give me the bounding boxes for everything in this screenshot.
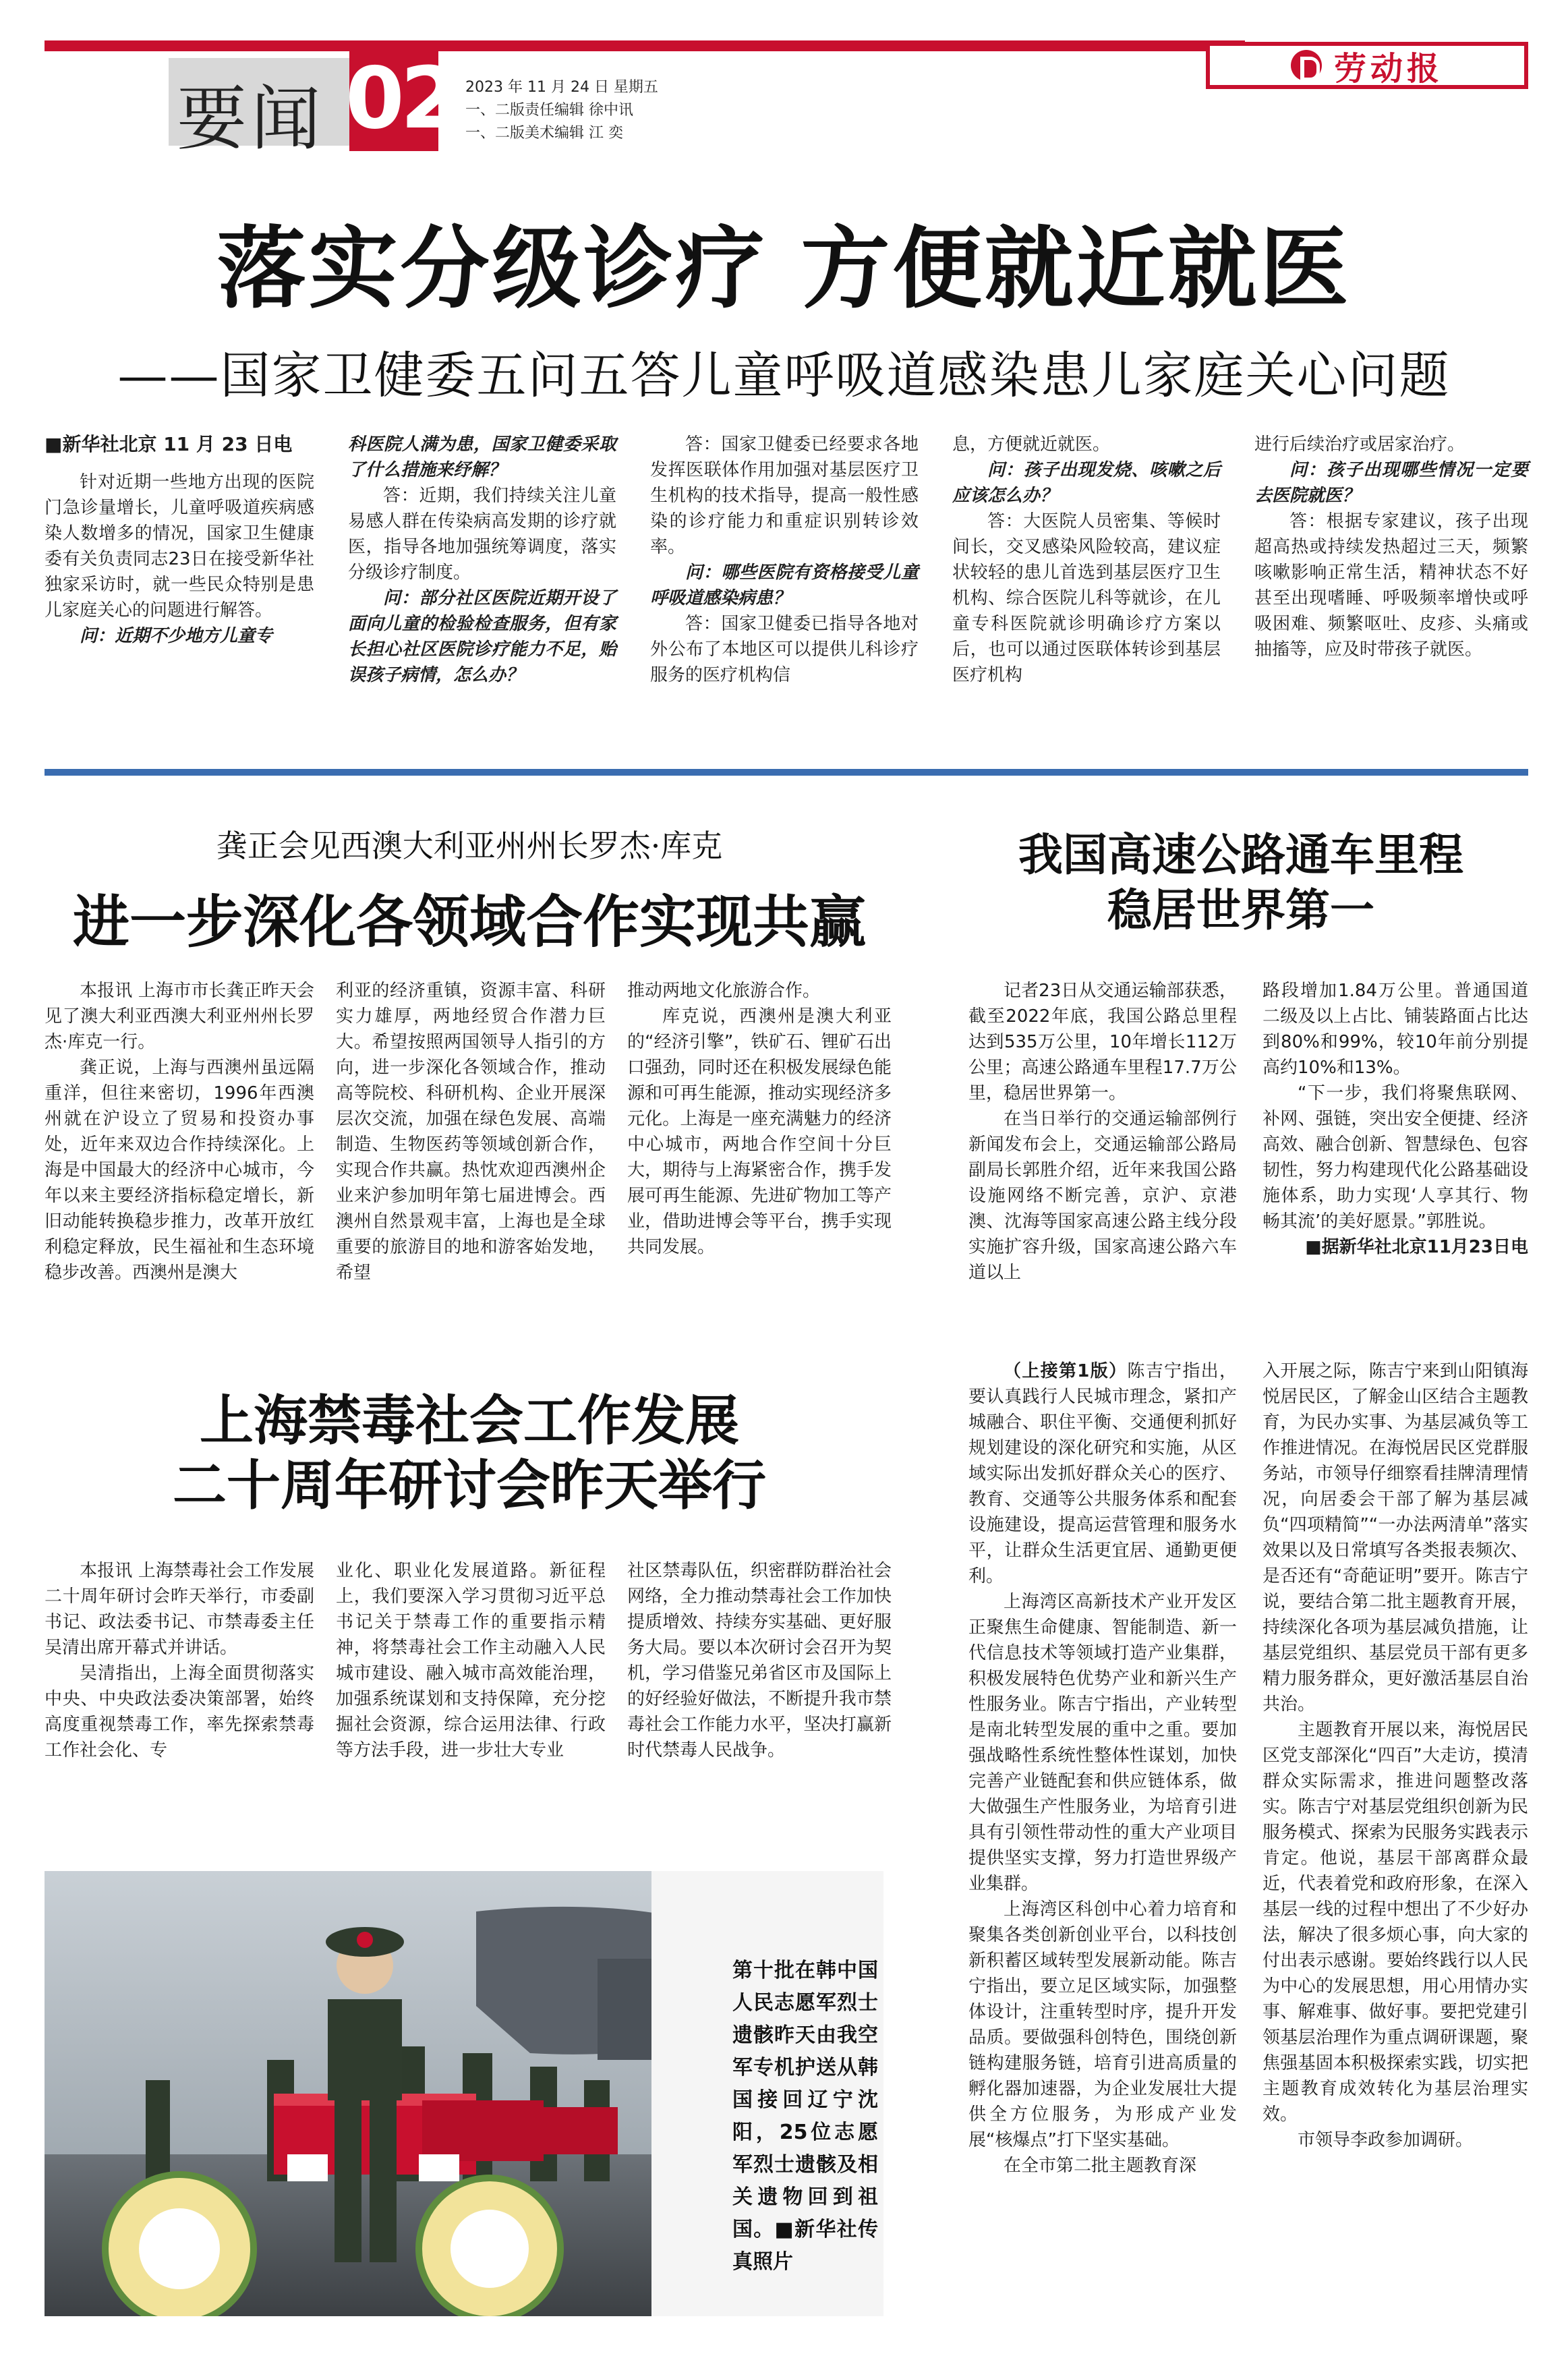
chen-column-1 [968, 1358, 1237, 2179]
lead-question: 问：孩子出现哪些情况一定要去医院就医？ [1254, 460, 1528, 506]
gong-headline: 进一步深化各领域合作实现共赢 [72, 888, 866, 955]
highway-column-2 [1262, 978, 1528, 1260]
highway-paragraph: 路段增加1.84万公里。普通国道二级及以上占比、铺装路面占比达到80%和99%，较10年前分别提高约10%和13%。 [1262, 981, 1528, 1078]
page-number: 02 [345, 49, 456, 148]
gong-paragraph: 利亚的经济重镇，资源丰富、科研实力雄厚，两地经贸合作潜力巨大。希望按照两国领导人指引的方向，进一步深化各领域合作，推动高等院校、科研机构、企业开展深层次交流，加强在绿色发展、高端制造、生物医药等领域创新合作，实现合作共赢。热忱欢迎西澳州企业来沪参加明年第七届进博会。西澳州自然景观丰富，上海也是全球重要的旅游目的地和游客始发地，希望 [336, 981, 606, 1283]
highway-paragraph: “下一步，我们将聚焦联网、补网、强链，突出安全便捷、经济高效、融合创新、智慧绿色、包容韧性，努力构建现代化公路基础设施体系，助力实现‘人享其行、物畅其流’的美好愿景。”郭胜说。 [1262, 1083, 1528, 1232]
lead-column-5 [1254, 432, 1528, 662]
highway-column-1 [968, 978, 1237, 1286]
gong-paragraph: 库克说，西澳州是澳大利亚的“经济引擎”，铁矿石、锂矿石出口强劲，同时还在积极发展绿色能源和可再生能源，推动实现经济多元化。上海是一座充满魅力的经济中心城市，两地合作空间十分巨大，期待与上海紧密合作，携手发展可再生能源、先进矿物加工等产业，借助进博会等平台，携手实现共同发展。 [627, 1006, 892, 1257]
lead-answer: 答：近期，我们持续关注儿童易感人群在传染病高发期的诊疗就医，指导各地加强统筹调度，落实分级诊疗制度。 [348, 486, 616, 583]
section-title: 要闻 [177, 78, 326, 160]
brand-mark-icon [1291, 50, 1322, 81]
lead-answer: 息，方便就近就医。 [952, 434, 1111, 455]
lead-question: 科医院人满为患，国家卫健委采取了什么措施来纾解？ [348, 434, 616, 480]
drug-column-2 [336, 1558, 606, 1763]
gong-column-3 [627, 978, 892, 1260]
drug-paragraph: 本报讯 上海禁毒社会工作发展二十周年研讨会昨天举行，市委副书记、政法委书记、市禁毒委主任吴清出席开幕式并讲话。 [45, 1561, 314, 1658]
highway-headline-1: 我国高速公路通车里程 [1018, 828, 1463, 881]
drug-paragraph: 社区禁毒队伍，织密群防群治社会网络，全力推动禁毒社会工作加快提质增效、持续夯实基础、更好服务大局。要以本次研讨会召开为契机，学习借鉴兄弟省区市及国际上的好经验好做法，不断提升我市禁毒社会工作能力水平，坚决打赢新时代禁毒人民战争。 [627, 1561, 892, 1760]
chen-paragraph: 陈吉宁指出，要认真践行人民城市理念，紧扣产城融合、职住平衡、交通便利抓好规划建设的深化研究和实施，从区域实际出发抓好群众关心的医疗、教育、交通等公共服务体系和配套设施建设，提高运营管理和服务水平，让群众生活更宜居、通勤更便利。 [968, 1361, 1237, 1586]
chen-paragraph: 在全市第二批主题教育深 [1004, 2156, 1197, 2176]
lead-column-1 [45, 432, 314, 649]
chen-paragraph: 上海湾区高新技术产业开发区正聚焦生命健康、智能制造、新一代信息技术等领域打造产业集群，积极发展特色优势产业和新兴生产性服务业。陈吉宁指出，产业转型是南北转型发展的重中之重。要加强战略性系统性整体性谋划，加快完善产业链配套和供应链体系，做大做强生产性服务业，为培育引进具有引领性带动性的重大产业项目提供坚实支撑，努力打造世界级产业集群。 [968, 1592, 1237, 1894]
lead-dateline: ■新华社北京 11 月 23 日电 [45, 433, 293, 455]
gong-paragraph: 龚正说，上海与西澳州虽远隔重洋，但往来密切，1996年西澳州就在沪设立了贸易和投资办事处，近年来双边合作持续深化。上海是中国最大的经济中心城市，今年以来主要经济指标稳定增长，新旧动能转换稳步推力，改革开放红利稳定释放，民生福祉和生态环境稳步改善。西澳州是澳大 [45, 1058, 314, 1283]
issue-date: 2023 年 11 月 24 日 星期五 [465, 79, 658, 96]
drug-paragraph: 吴清指出，上海全面贯彻落实中央、中央政法委决策部署，始终高度重视禁毒工作，率先探索禁毒工作社会化、专 [45, 1663, 314, 1760]
lead-column-3 [650, 432, 919, 688]
lead-answer: 答：大医院人员密集、等候时间长，交叉感染风险较高，建议症状较轻的患儿首选到基层医疗卫生机构、综合医院儿科等就诊，在儿童专科医院就诊明确诊疗方案以后，也可以通过医联体转诊到基层医疗机构 [952, 511, 1221, 685]
gong-paragraph: 推动两地文化旅游合作。 [627, 981, 821, 1001]
lead-answer: 进行后续治疗或居家治疗。 [1254, 434, 1465, 455]
highway-dateline: ■据新华社北京11月23日电 [1305, 1237, 1528, 1257]
lead-subheadline: ——国家卫健委五问五答儿童呼吸道感染患儿家庭关心问题 [117, 347, 1451, 405]
issue-art-editor: 一、二版美术编辑 江 奕 [465, 125, 623, 142]
lead-question: 问：孩子出现发烧、咳嗽之后应该怎么办？ [952, 460, 1221, 506]
highway-paragraph: 记者23日从交通运输部获悉，截至2022年底，我国公路总里程达到535万公里，10年增长112万公里；高速公路通车里程17.7万公里，稳居世界第一。 [968, 981, 1237, 1103]
chen-paragraph: 上海湾区科创中心着力培育和聚集各类创新创业平台，以科技创新积蓄区域转型发展新动能。陈吉宁指出，要立足区域实际，加强整体设计，注重转型时序，提升开发品质。要做强科创特色，围绕创新链构建服务链，培育引进高质量的孵化器加速器，为企业发展壮大提供全方位服务，为形成产业发展“核爆点”打下坚实基础。 [968, 1899, 1237, 2150]
brand-logo-box[interactable] [1206, 42, 1528, 89]
gong-paragraph: 本报讯 上海市市长龚正昨天会见了澳大利亚西澳大利亚州州长罗杰·库克一行。 [45, 981, 314, 1052]
lead-answer: 答：国家卫健委已指导各地对外公布了本地区可以提供儿科诊疗服务的医疗机构信 [650, 614, 919, 685]
lead-headline: 落实分级诊疗 方便就近就医 [216, 217, 1352, 321]
photo-caption: 第十批在韩中国人民志愿军烈士遗骸昨天由我空军专机护送从韩国接回辽宁沈阳，25位志愿军烈士遗骸及相关遗物回到祖国。■新华社传真照片 [732, 1959, 878, 2274]
highway-paragraph: 在当日举行的交通运输部例行新闻发布会上，交通运输部公路局副局长郭胜介绍，近年来我国公路设施网络不断完善，京沪、京港澳、沈海等国家高速公路主线分段实施扩容升级，国家高速公路六车道以上 [968, 1109, 1237, 1283]
lead-question: 问：部分社区医院近期开设了面向儿童的检验检查服务，但有家长担心社区医院诊疗能力不足，贻误孩子病情，怎么办？ [348, 588, 616, 685]
drug-column-3 [627, 1558, 892, 1763]
chen-paragraph: 主题教育开展以来，海悦居民区党支部深化“四百”大走访，摸清群众实际需求，推进问题整改落实。陈吉宁对基层党组织创新为民服务模式、探索为民服务实践表示肯定。他说，基层干部离群众最近，代表着党和政府形象，在深入基层一线的过程中想出了不少好办法，解决了很多烦心事，向大家的付出表示感谢。要始终践行以人民为中心的发展思想，用心用情办实事、解难事、做好事。要把党建引领基层治理作为重点调研课题，聚焦强基固本积极探索实践，切实把主题教育成效转化为基层治理实效。 [1262, 1720, 1528, 2125]
lead-question: 问：哪些医院有资格接受儿童呼吸道感染病患？ [650, 563, 919, 608]
gong-column-2 [336, 978, 606, 1286]
drug-paragraph: 业化、职业化发展道路。新征程上，我们要深入学习贯彻习近平总书记关于禁毒工作的重要指示精神，将禁毒社会工作主动融入人民城市建设、融入城市高效能治理，加强系统谋划和支持保障，充分挖掘社会资源，综合运用法律、行政等方法手段，进一步壮大专业 [336, 1561, 606, 1760]
section-divider [45, 769, 1528, 776]
brand-name: 劳动报 [1333, 49, 1443, 88]
masthead-rule [45, 40, 1245, 51]
highway-headline-2: 稳居世界第一 [1107, 884, 1374, 936]
drug-headline-2: 二十周年研讨会昨天举行 [173, 1454, 766, 1517]
lead-column-4 [952, 432, 1221, 688]
chen-paragraph: 入开展之际，陈吉宁来到山阳镇海悦居民区，了解金山区结合主题教育，为民办实事、为基层减负等工作推进情况。在海悦居民区党群服务站，市领导仔细察看挂牌清理情况，向居委会干部了解为基层减负“四项精简”“一办法两清单”落实效果以及日常填写各类报表频次、是否还有“奇葩证明”要开。陈吉宁说，要结合第二批主题教育开展，持续深化各项为基层减负措施，让基层党组织、基层党员干部有更多精力服务群众，更好激活基层自治共治。 [1262, 1361, 1528, 1715]
lead-column-2 [348, 432, 616, 688]
gong-kicker: 龚正会见西澳大利亚州州长罗杰·库克 [216, 828, 723, 864]
drug-column-1 [45, 1558, 314, 1763]
lead-paragraph: 针对近期一些地方出现的医院门急诊量增长，儿童呼吸道疾病感染人数增多的情况，国家卫生健康委有关负责同志23日在接受新华社独家采访时，就一些民众特别是患儿家庭关心的问题进行解答。 [45, 472, 314, 621]
chen-column-2 [1262, 1358, 1528, 2153]
issue-editor: 一、二版责任编辑 徐中讯 [465, 102, 633, 119]
chen-continuation-tag: （上接第1版） [1004, 1361, 1128, 1381]
lead-answer: 答：根据专家建议，孩子出现超高热或持续发热超过三天，频繁咳嗽影响正常生活，精神状态不好甚至出现嗜睡、呼吸频率增快或呼吸困难、频繁呕吐、皮疹、头痛或抽搐等，应及时带孩子就医。 [1254, 511, 1528, 660]
lead-question: 问：近期不少地方儿童专 [80, 626, 273, 646]
chen-paragraph: 市领导李政参加调研。 [1298, 2130, 1474, 2150]
drug-headline-1: 上海禁毒社会工作发展 [200, 1389, 739, 1452]
lead-answer: 答：国家卫健委已经要求各地发挥医联体作用加强对基层医疗卫生机构的技术指导，提高一般性感染的诊疗能力和重症识别转诊效率。 [650, 434, 919, 557]
gong-column-1 [45, 978, 314, 1286]
